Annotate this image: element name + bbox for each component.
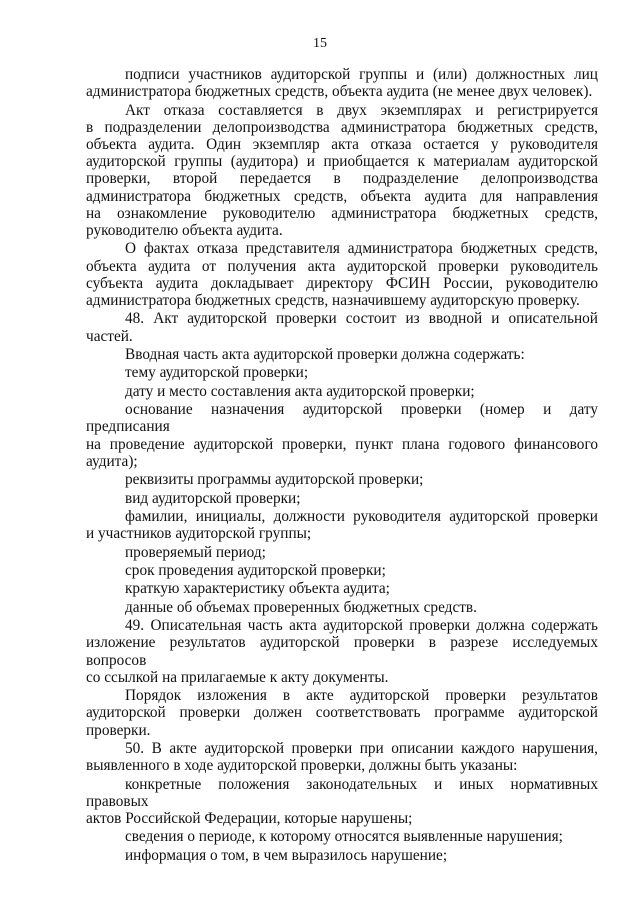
text-line: на проведение аудиторской проверки, пункт плана годового финансового: [86, 435, 598, 453]
text-line: реквизиты программы аудиторской проверки;: [125, 471, 424, 489]
text-line: 49. Описательная часть акта аудиторской проверки должна содержать: [125, 617, 598, 635]
text-line: краткую характеристику объекта аудита;: [125, 580, 390, 598]
text-line: Порядок изложения в акте аудиторской проверки результатов: [125, 687, 598, 705]
paragraph: [86, 66, 598, 100]
text-line: на ознакомление руководителю администратора бюджетных средств,: [86, 204, 598, 222]
paragraph: [86, 687, 598, 739]
paragraph: [86, 580, 598, 597]
text-line: вид аудиторской проверки;: [125, 489, 301, 507]
text-line: администратора бюджетных средств, объекта аудита для направления: [86, 187, 598, 205]
text-line: актов Российской Федерации, которые нарушены;: [86, 809, 413, 827]
text-line: основание назначения аудиторской проверки (номер и дату предписания: [86, 401, 598, 436]
paragraph: [86, 562, 598, 579]
paragraph: [86, 828, 598, 845]
text-line: данные об объемах проверенных бюджетных средств.: [125, 598, 477, 616]
text-line: администратора бюджетных средств, назначившему аудиторскую проверку.: [86, 292, 580, 310]
text-line: объекта аудита от получения акта аудиторской проверки руководитель: [86, 257, 598, 275]
text-line: проверки, второй передается в подразделение делопроизводства: [86, 170, 598, 188]
document-body: [86, 66, 598, 864]
text-line: выявленного в ходе аудиторской проверки, должны быть указаны:: [86, 757, 518, 775]
paragraph: [86, 471, 598, 488]
text-line: администратора бюджетных средств, объекта аудита (не менее двух человек).: [86, 83, 593, 101]
paragraph: [86, 490, 598, 507]
text-line: сведения о периоде, к которому относятся выявленные нарушения;: [125, 828, 563, 846]
text-line: объекта аудита. Один экземпляр акта отказа остается у руководителя: [86, 136, 598, 153]
paragraph: [86, 508, 598, 542]
paragraph: [86, 401, 598, 470]
text-line: срок проведения аудиторской проверки;: [125, 561, 386, 579]
text-line: дату и место составления акта аудиторской проверки;: [125, 382, 475, 400]
paragraph: [86, 364, 598, 381]
text-line: аудиторской проверки должен соответствовать программе аудиторской: [86, 704, 598, 722]
text-line: конкретные положения законодательных и иных нормативных правовых: [86, 775, 598, 810]
text-line: со ссылкой на прилагаемые к акту документы.: [86, 668, 389, 686]
paragraph: [86, 544, 598, 561]
text-line: подписи участников аудиторской группы и (или) должностных лиц: [125, 66, 598, 83]
text-line: тему аудиторской проверки;: [125, 364, 309, 382]
paragraph: [86, 776, 598, 828]
text-line: аудиторской группы (аудитора) и приобщается к материалам аудиторской: [86, 153, 598, 171]
text-line: руководителю объекта аудита.: [86, 222, 283, 240]
text-line: фамилии, инициалы, должности руководителя аудиторской проверки: [125, 507, 598, 525]
text-line: Вводная часть акта аудиторской проверки должна содержать:: [125, 346, 525, 363]
paragraph: [86, 346, 598, 363]
text-line: информация о том, в чем выразилось нарушение;: [125, 846, 448, 864]
text-line: 50. В акте аудиторской проверки при описании каждого нарушения,: [125, 739, 598, 757]
text-line: О фактах отказа представителя администратора бюджетных средств,: [125, 240, 598, 258]
paragraph: [86, 102, 598, 240]
paragraph: [86, 383, 598, 400]
paragraph: [86, 310, 598, 344]
text-line: субъекта аудита докладывает директору ФСИН России, руководителю: [86, 274, 598, 292]
paragraph: [86, 599, 598, 616]
text-line: изложение результатов аудиторской проверки в разрезе исследуемых вопросов: [86, 634, 598, 669]
text-line: Акт отказа составляется в двух экземплярах и регистрируется: [125, 101, 598, 119]
paragraph: [86, 847, 598, 864]
paragraph: [86, 740, 598, 774]
text-line: проверяемый период;: [125, 543, 266, 561]
paragraph: [86, 617, 598, 686]
text-line: проверки.: [86, 721, 151, 739]
text-line: частей.: [86, 327, 133, 345]
paragraph: [86, 240, 598, 309]
text-line: 48. Акт аудиторской проверки состоит из вводной и описательной: [125, 310, 598, 328]
text-line: в подразделении делопроизводства администратора бюджетных средств,: [86, 118, 598, 136]
text-line: и участников аудиторской группы;: [86, 525, 312, 543]
text-line: аудита);: [86, 452, 138, 470]
page-number: 15: [313, 36, 327, 51]
